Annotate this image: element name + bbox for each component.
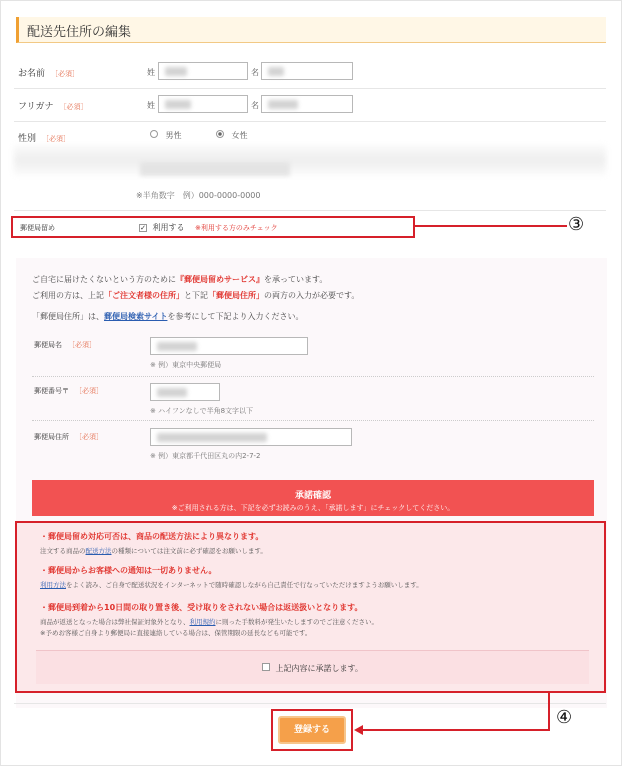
redacted-value [157, 388, 187, 397]
radio-selected-icon[interactable] [216, 130, 224, 138]
post-office-hold-checkbox[interactable] [139, 222, 185, 233]
redacted-value [268, 67, 284, 76]
intro-text: ご自宅に届けたくないという方のために [32, 275, 176, 284]
intro-text: と下記 [184, 291, 208, 300]
post-office-name-input[interactable] [150, 337, 308, 355]
name-mei-input[interactable] [261, 62, 353, 80]
panel-intro-line2 [32, 290, 359, 301]
notice-item-1 [40, 531, 600, 555]
required-badge: ［必須］ [75, 387, 103, 395]
gender-required-badge: ［必須］ [42, 135, 71, 143]
redacted-value [268, 100, 298, 109]
callout-connector [548, 693, 550, 730]
name-label [18, 66, 79, 79]
field-label-text: 郵便局住所 [34, 433, 69, 441]
post-office-address-input[interactable] [150, 428, 352, 446]
notice-heading: ・郵便局からお客様への通知は一切ありません。 [40, 566, 217, 575]
furigana-required-badge: ［必須］ [59, 103, 88, 111]
post-office-zip-input[interactable] [150, 383, 220, 401]
notice-text: 注文する商品の [40, 547, 86, 555]
redacted-value [165, 100, 191, 109]
furigana-sei-label: 姓 [147, 101, 155, 110]
intro-text: 「郵便局住所」は、 [32, 312, 104, 321]
checkbox-checked-icon[interactable]: ✓ [140, 224, 146, 232]
shipping-method-link[interactable]: 配送方法 [85, 547, 112, 555]
page-title: 配送先住所の編集 [27, 25, 132, 40]
post-office-address-label [34, 432, 103, 442]
agree-label: 上記内容に承諾します。 [275, 664, 363, 673]
panel-intro-line3 [32, 311, 303, 322]
gender-female-option[interactable] [216, 130, 248, 141]
callout-connector [415, 225, 567, 227]
notice-body [40, 617, 600, 626]
intro-text: ご利用の方は、上記 [32, 291, 104, 300]
name-mei-label: 名 [251, 68, 259, 77]
intro-text: の両方の入力が必要です。 [264, 291, 360, 300]
required-badge: ［必須］ [75, 433, 103, 441]
intro-highlight: 「ご注文者様の住所」 [104, 291, 184, 300]
notice-body [40, 580, 600, 589]
notice-text: の種類については注文前に必ず確認をお願いします。 [111, 547, 267, 555]
notice-text: 商品が返送となった場合は弊社保証対象外となり、 [40, 618, 190, 626]
redacted-region [14, 145, 606, 175]
divider [14, 703, 606, 704]
notice-heading: ・郵便局留め対応可否は、商品の配送方法により異なります。 [40, 532, 264, 541]
post-office-hold-note: ※利用する方のみチェック [195, 224, 278, 232]
notice-text: に則った手数料が発生いたしますのでご注意ください。 [215, 618, 378, 626]
intro-text: を参考にして下記より入力ください。 [167, 312, 304, 321]
post-office-search-link[interactable]: 郵便局検索サイト [104, 312, 168, 321]
divider [14, 88, 606, 89]
usage-guide-link[interactable]: 利用方法 [40, 581, 66, 589]
furigana-label [18, 99, 88, 112]
confirm-banner [32, 480, 594, 516]
furigana-sei-input[interactable] [158, 95, 248, 113]
post-office-hold-checkbox-label: 利用する [152, 223, 185, 232]
gender-label-text: 性別 [18, 134, 37, 144]
field-label-text: 郵便局名 [34, 341, 62, 349]
post-office-zip-hint: ※ ハイフンなしで半角8文字以下 [150, 407, 254, 415]
notice-text: ※予めお客様ご自身より郵便局に直接連絡している場合は、保管期限の延長なども可能です。 [40, 629, 312, 637]
intro-text: を承っています。 [264, 275, 328, 284]
field-label-text: 郵便番号〒 [34, 387, 69, 395]
redacted-value [165, 67, 187, 76]
furigana-mei-input[interactable] [261, 95, 353, 113]
gender-male-option[interactable] [150, 130, 182, 141]
divider [14, 210, 606, 211]
furigana-label-text: フリガナ [18, 102, 54, 112]
name-label-text: お名前 [18, 69, 46, 79]
callout-3: ③ [568, 214, 585, 235]
checkbox-icon[interactable] [262, 663, 270, 671]
post-office-hold-label: 郵便局留め [20, 224, 55, 232]
notice-text: をよく読み、ご自身で配送状況をインターネットで随時確認しながら自己責任で行なっていただけますようお願いします。 [66, 581, 423, 589]
name-sei-label: 姓 [147, 68, 155, 77]
agree-checkbox[interactable] [262, 663, 363, 674]
gender-label [18, 131, 70, 144]
post-office-name-hint: ※ 例）東京中央郵便局 [150, 361, 222, 369]
callout-4: ④ [556, 707, 573, 728]
page-title-bar [16, 17, 606, 43]
divider [32, 420, 594, 421]
terms-link[interactable]: 利用規約 [189, 618, 216, 626]
post-office-zip-label [34, 386, 103, 396]
notice-item-3 [40, 602, 600, 637]
postal-hint: ※半角数字 例）000-0000-0000 [136, 191, 261, 200]
divider [14, 121, 606, 122]
required-badge: ［必須］ [68, 341, 96, 349]
divider [32, 376, 594, 377]
postal-input-redacted[interactable] [140, 162, 290, 176]
notice-body [40, 546, 600, 555]
notice-heading: ・郵便局到着から10日間の取り置き後、受け取りをされない場合は返送扱いとなります。 [40, 603, 363, 612]
redacted-value [157, 342, 197, 351]
redacted-value [157, 433, 267, 442]
post-office-address-hint: ※ 例）東京都千代田区丸の内2-7-2 [150, 452, 261, 460]
notice-item-2 [40, 565, 600, 589]
intro-highlight: 「郵便局住所」 [208, 291, 264, 300]
radio-icon[interactable] [150, 130, 158, 138]
gender-female-label: 女性 [231, 131, 248, 140]
arrow-left-icon [354, 725, 363, 735]
confirm-subtitle: ※ご利用される方は、下記を必ずお読みのうえ、「承諾します」にチェックしてください。 [171, 504, 455, 512]
confirm-title: 承諾確認 [294, 491, 331, 501]
name-sei-input[interactable] [158, 62, 248, 80]
furigana-mei-label: 名 [251, 101, 259, 110]
post-office-name-label [34, 340, 96, 350]
intro-service-name: 『郵便局留めサービス』 [176, 275, 264, 284]
callout-connector [362, 729, 550, 731]
panel-intro-line1 [32, 274, 327, 285]
submit-button[interactable]: 登録する [278, 716, 346, 744]
gender-male-label: 男性 [165, 131, 182, 140]
name-required-badge: ［必須］ [51, 70, 80, 78]
